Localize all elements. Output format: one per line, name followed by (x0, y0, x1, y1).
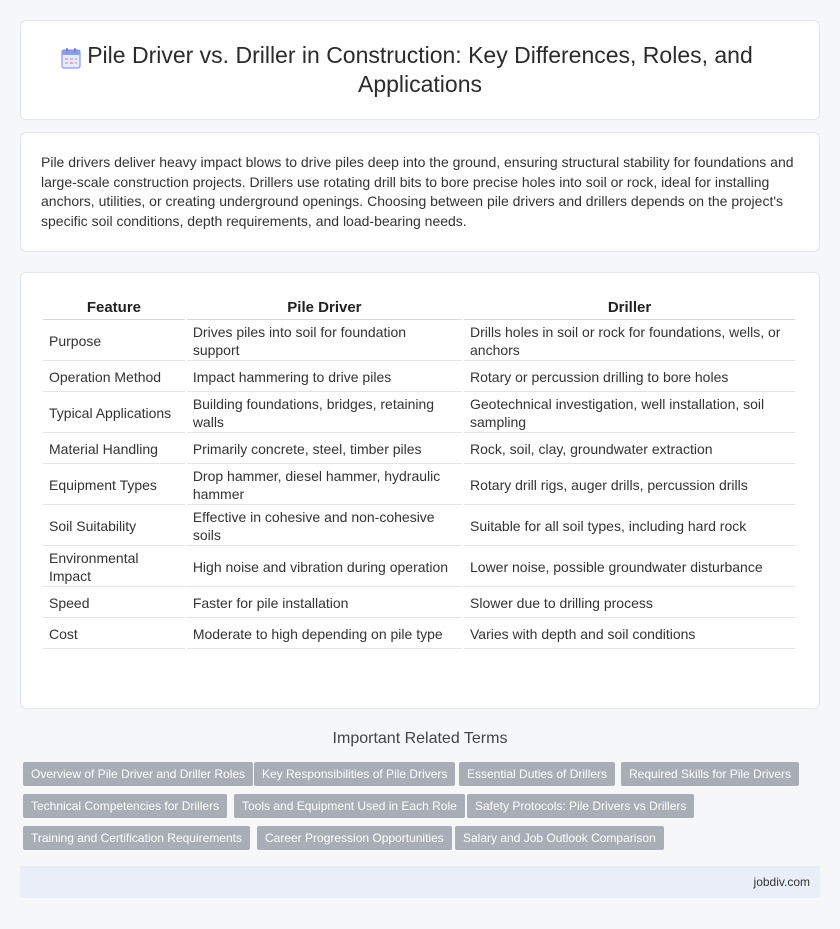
pile-driver-cell: Primarily concrete, steel, timber piles (187, 435, 462, 464)
page-title: Pile Driver vs. Driller in Construction: Key Differences, Roles, and Applications (87, 42, 753, 97)
footer-site-link[interactable]: jobdiv.com (753, 875, 810, 889)
intro-paragraph: Pile drivers deliver heavy impact blows to drive piles deep into the ground, ensuring structural stability for foundations and large-scale construction projects. Drillers use rotating drill bits to bore precise holes into soil or rock, ideal for installing anchors, utilities, or creating underground openings. Choosing between pile drivers and drillers depends on the project's specific soil conditions, depth requirements, and load-bearing needs. (41, 154, 794, 229)
related-term-tag[interactable]: Tools and Equipment Used in Each Role (234, 794, 465, 818)
table-row (43, 620, 795, 649)
driller-cell: Slower due to drilling process (464, 589, 795, 618)
table-header-row (43, 295, 795, 320)
comparison-table-card (20, 272, 820, 709)
feature-cell: Speed (43, 589, 185, 618)
table-row (43, 322, 795, 361)
pile-driver-cell: High noise and vibration during operation (187, 548, 462, 587)
comparison-table (41, 293, 797, 651)
table-row (43, 507, 795, 546)
feature-cell: Equipment Types (43, 466, 185, 505)
column-header: Pile Driver (187, 295, 462, 320)
footer (20, 866, 820, 898)
table-row (43, 466, 795, 505)
pile-driver-cell: Drives piles into soil for foundation support (187, 322, 462, 361)
pile-driver-cell: Building foundations, bridges, retaining walls (187, 394, 462, 433)
pile-driver-cell: Moderate to high depending on pile type (187, 620, 462, 649)
related-term-tag[interactable]: Essential Duties of Drillers (459, 762, 615, 786)
driller-cell: Drills holes in soil or rock for foundations, wells, or anchors (464, 322, 795, 361)
driller-cell: Suitable for all soil types, including hard rock (464, 507, 795, 546)
table-row (43, 589, 795, 618)
related-term-tag[interactable]: Training and Certification Requirements (23, 826, 250, 850)
intro-card (20, 132, 820, 252)
driller-cell: Rock, soil, clay, groundwater extraction (464, 435, 795, 464)
pile-driver-cell: Impact hammering to drive piles (187, 363, 462, 392)
table-row (43, 363, 795, 392)
driller-cell: Lower noise, possible groundwater disturbance (464, 548, 795, 587)
table-row (43, 548, 795, 587)
pile-driver-cell: Effective in cohesive and non-cohesive soils (187, 507, 462, 546)
related-term-tag[interactable]: Technical Competencies for Drillers (23, 794, 227, 818)
header-card (20, 20, 820, 120)
table-row (43, 435, 795, 464)
driller-cell: Rotary drill rigs, auger drills, percussion drills (464, 466, 795, 505)
related-term-tag[interactable]: Career Progression Opportunities (257, 826, 452, 850)
driller-cell: Geotechnical investigation, well installation, soil sampling (464, 394, 795, 433)
feature-cell: Operation Method (43, 363, 185, 392)
driller-cell: Varies with depth and soil conditions (464, 620, 795, 649)
related-term-tag[interactable]: Salary and Job Outlook Comparison (455, 826, 664, 850)
feature-cell: Typical Applications (43, 394, 185, 433)
related-term-tag[interactable]: Required Skills for Pile Drivers (621, 762, 799, 786)
feature-cell: Soil Suitability (43, 507, 185, 546)
driller-cell: Rotary or percussion drilling to bore holes (464, 363, 795, 392)
pile-driver-cell: Faster for pile installation (187, 589, 462, 618)
feature-cell: Cost (43, 620, 185, 649)
related-terms-heading: Important Related Terms (332, 730, 508, 747)
column-header: Driller (464, 295, 795, 320)
related-term-tag[interactable]: Safety Protocols: Pile Drivers vs Drillers (467, 794, 694, 818)
table-row (43, 394, 795, 433)
feature-cell: Material Handling (43, 435, 185, 464)
related-term-tag[interactable]: Key Responsibilities of Pile Drivers (254, 762, 455, 786)
feature-cell: Purpose (43, 322, 185, 361)
pile-driver-cell: Drop hammer, diesel hammer, hydraulic hammer (187, 466, 462, 505)
feature-cell: Environmental Impact (43, 548, 185, 587)
column-header: Feature (43, 295, 185, 320)
related-term-tag[interactable]: Overview of Pile Driver and Driller Roles (23, 762, 253, 786)
